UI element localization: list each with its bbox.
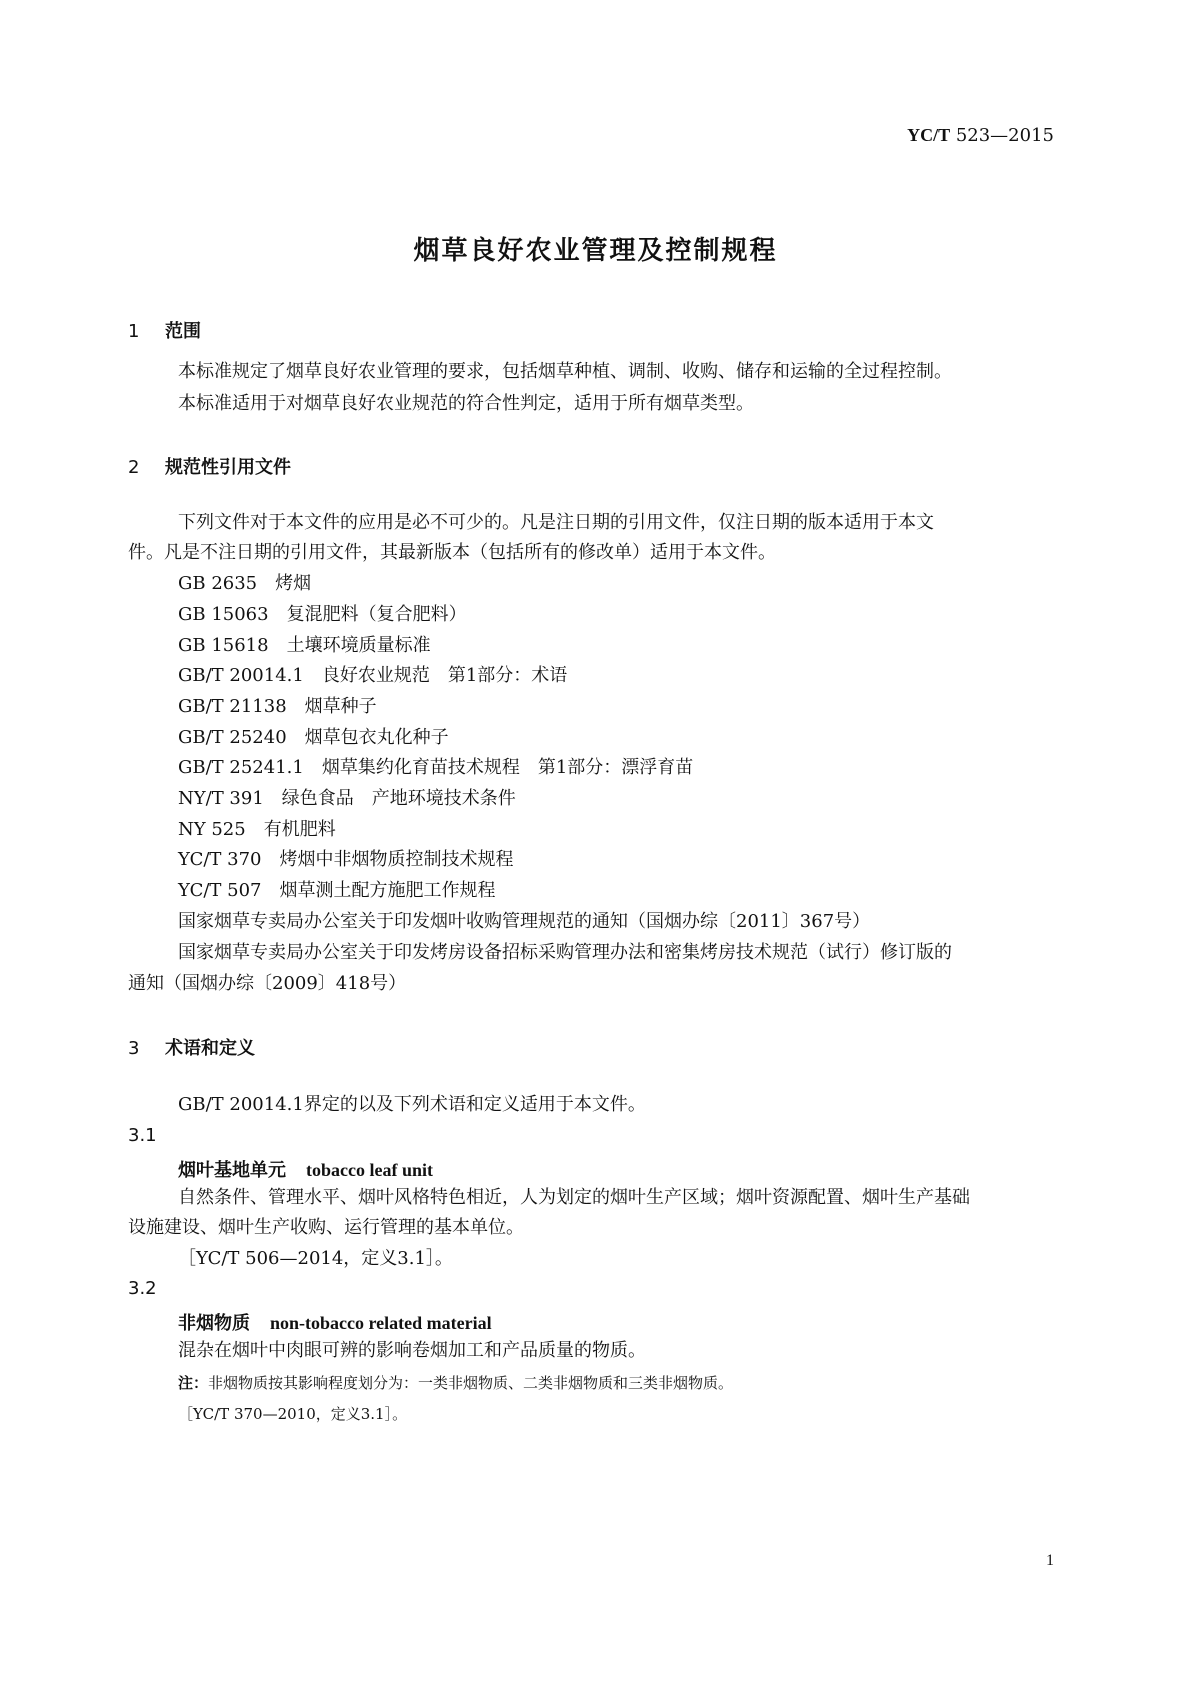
reference-title: 有机肥料 [263, 819, 336, 840]
section-3-intro: GB/T 20014.1界定的以及下列术语和定义适用于本文件。 [178, 1094, 646, 1115]
document-code [907, 125, 1054, 146]
document-code-prefix: YC/T [907, 125, 951, 145]
reference-notice-1: 国家烟草专卖局办公室关于印发烟叶收购管理规范的通知（国烟办综〔2011〕367号） [178, 911, 871, 932]
page-number: 1 [1046, 1552, 1054, 1569]
term-3-2-definition: 混杂在烟叶中肉眼可辨的影响卷烟加工和产品质量的物质。 [178, 1340, 646, 1361]
reference-item [178, 879, 496, 903]
term-3-2-source: ［YC/T 370—2010，定义3.1］。 [178, 1405, 408, 1423]
reference-item [178, 664, 567, 688]
section-3-number: 3 [128, 1038, 140, 1059]
section-1-title: 范围 [165, 321, 201, 342]
document-code-number: 523—2015 [955, 125, 1054, 146]
reference-code: GB/T 21138 [178, 696, 287, 717]
section-2-heading [128, 453, 291, 479]
reference-code: GB/T 20014.1 [178, 665, 304, 686]
term-3-2-chinese: 非烟物质 [178, 1313, 250, 1334]
reference-notice-2-line-2: 通知（国烟办综〔2009〕418号） [128, 973, 407, 994]
reference-title: 烟草集约化育苗技术规程 第1部分：漂浮育苗 [321, 757, 694, 778]
reference-code: GB/T 25240 [178, 727, 287, 748]
reference-title: 烟草种子 [304, 696, 377, 717]
reference-item [178, 726, 449, 750]
reference-code: GB/T 25241.1 [178, 757, 304, 778]
reference-item [178, 634, 431, 658]
reference-item [178, 572, 311, 596]
reference-code: NY 525 [178, 819, 246, 840]
reference-title: 复混肥料（复合肥料） [286, 604, 467, 625]
section-1-paragraph-1: 本标准规定了烟草良好农业管理的要求，包括烟草种植、调制、收购、储存和运输的全过程控制。 [178, 361, 952, 382]
reference-item [178, 695, 377, 719]
section-3-title: 术语和定义 [165, 1038, 255, 1059]
reference-item [178, 848, 514, 872]
reference-code: GB 2635 [178, 573, 258, 594]
note-label: 注： [178, 1374, 209, 1392]
reference-title: 烤烟 [275, 573, 312, 594]
section-2-intro-line-2: 件。凡是不注日期的引用文件，其最新版本（包括所有的修改单）适用于本文件。 [128, 542, 776, 563]
term-3-1-source: ［YC/T 506—2014，定义3.1］。 [178, 1248, 453, 1269]
reference-title: 绿色食品 产地环境技术条件 [281, 788, 516, 809]
term-3-1-chinese: 烟叶基地单元 [178, 1160, 286, 1181]
section-3-heading [128, 1034, 255, 1060]
reference-code: GB 15618 [178, 635, 269, 656]
reference-code: YC/T 507 [178, 880, 262, 901]
term-3-1-heading [178, 1156, 433, 1182]
reference-item [178, 756, 693, 780]
reference-title: 土壤环境质量标准 [286, 635, 431, 656]
note-text: 非烟物质按其影响程度划分为：一类非烟物质、二类非烟物质和三类非烟物质。 [208, 1374, 734, 1392]
section-1-heading [128, 317, 201, 343]
reference-item [178, 818, 336, 842]
reference-title: 烟草包衣丸化种子 [304, 727, 449, 748]
reference-title: 烤烟中非烟物质控制技术规程 [279, 849, 514, 870]
section-1-number: 1 [128, 321, 140, 342]
term-3-2-note [178, 1371, 733, 1395]
reference-notice-2-line-1: 国家烟草专卖局办公室关于印发烤房设备招标采购管理办法和密集烤房技术规范（试行）修订版的 [178, 942, 952, 963]
reference-code: YC/T 370 [178, 849, 262, 870]
term-3-2-english: non-tobacco related material [270, 1313, 492, 1333]
section-2-intro-line-1: 下列文件对于本文件的应用是必不可少的。凡是注日期的引用文件，仅注日期的版本适用于本文 [178, 512, 934, 533]
section-2-number: 2 [128, 457, 140, 478]
reference-code: GB 15063 [178, 604, 269, 625]
section-1-paragraph-2: 本标准适用于对烟草良好农业规范的符合性判定，适用于所有烟草类型。 [178, 393, 754, 414]
reference-code: NY/T 391 [178, 788, 264, 809]
term-3-1-definition-line-1: 自然条件、管理水平、烟叶风格特色相近，人为划定的烟叶生产区域；烟叶资源配置、烟叶生产基础 [178, 1187, 970, 1208]
reference-item [178, 603, 467, 627]
term-3-2-number: 3.2 [128, 1278, 157, 1299]
term-3-1-english: tobacco leaf unit [306, 1160, 433, 1180]
term-3-1-number: 3.1 [128, 1125, 157, 1146]
reference-title: 良好农业规范 第1部分：术语 [321, 665, 568, 686]
reference-title: 烟草测土配方施肥工作规程 [279, 880, 496, 901]
term-3-1-definition-line-2: 设施建设、烟叶生产收购、运行管理的基本单位。 [128, 1217, 524, 1238]
document-title: 烟草良好农业管理及控制规程 [413, 236, 778, 266]
reference-item [178, 787, 516, 811]
section-2-title: 规范性引用文件 [165, 457, 291, 478]
term-3-2-heading [178, 1309, 492, 1335]
